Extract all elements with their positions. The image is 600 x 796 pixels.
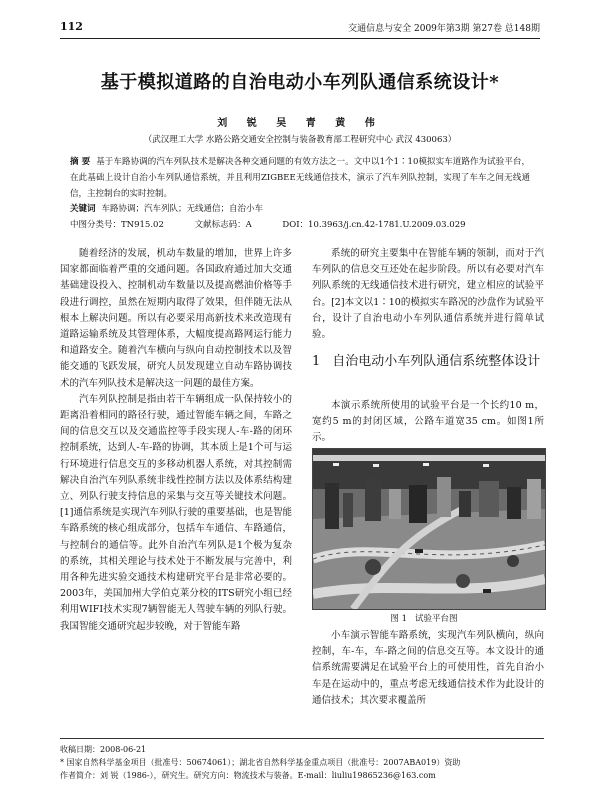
doi: DOI：10.3963/j.cn.42-1781.U.2009.03.029 — [282, 220, 466, 230]
body-paragraph: 汽车列队控制是指由若干车辆组成一队保持较小的距离沿着相同的路径行驶，通过智能车辆之间，车路之间的信息交互以及交通监控等手段实现人-车-路的闭环控制系统，达到人-车-路的协调，其本质上是1个可与运行环境进行信息交互的多移动机器人系统，对其控制需解决自治汽车列队系统非线性控制方法以及体系结构建立、列队行驶支持信息的采集与交互等关键技术问题。[1]通信系统是实现汽车列队行驶的重要基础，也是智能车路系统的核心组成部分，包括车车通信、车路通信，与控制台的通信等。此外自治汽车列队是1个极为复杂的系统，其相关理论与技术处于不断发展与完善中，利用各种先进实验交通技术构建研究平台是非常必要的。2003年，美国加州大学伯克莱分校的ITS研究小组已经利用WIFI技术实现7辆智能无人驾驶车辆的列队行驶。我国智能交通研究起步较晚，对于智能车路 — [60, 393, 292, 632]
doc-code: 文献标志码：A — [194, 220, 252, 230]
section-number: 1 — [312, 354, 321, 369]
figure-test-platform — [312, 448, 546, 610]
abstract — [70, 154, 530, 202]
section-title: 自治电动小车列队通信系统整体设计 — [332, 354, 541, 369]
abstract-text: 基于车路协调的汽车列队技术是解决各种交通问题的有效方法之一。文中以1个1∶10模拟实车道路作为试验平台，在此基础上设计自治小车列队通信系统，并且利用ZIGBEE无线通信技术，演示了汽车列队控制，实现了车车之间无线通信，主控制台的实时控制。 — [70, 157, 530, 199]
right-column-mid — [312, 398, 544, 447]
test-platform-photo — [313, 449, 545, 609]
body-paragraph: 本演示系统所使用的试验平台是一个长约10 m，宽约5 m的封闭区域，公路车道宽35 cm。如图1所示。 — [312, 400, 544, 444]
right-column-bottom — [312, 628, 544, 709]
received-date: 收稿日期：2008-06-21 — [60, 745, 147, 754]
funding-note: * 国家自然科学基金项目（批准号：50674061）；湖北省自然科学基金重点项目（批准号：2007ABA019）资助 — [60, 758, 461, 767]
paper-title: 基于模拟道路的自治电动小车列队通信系统设计* — [100, 72, 500, 93]
section-heading — [312, 352, 544, 372]
body-paragraph: 系统的研究主要集中在智能车辆的领制，而对于汽车列队的信息交互还处在起步阶段。所以有必要对汽车列队系统的无线通信技术进行研究，建立相应的试验平台。[2]本文以1∶10的模拟实车路况的沙盘作为试验平台，设计了自治电动小车列队通信系统并进行简单试验。 — [312, 248, 544, 341]
footnotes — [60, 738, 544, 782]
body-paragraph: 小车演示智能车路系统，实现汽车列队横向，纵向控制，车-车，车-路之间的信息交互等。本文设计的通信系统需要满足在试验平台上的可使用性，首先自治小车是在运动中的，重点考虑无线通信技术作为此设计的通信技术；其次要求覆盖所 — [312, 630, 544, 706]
authors: 刘 锐 吴 青 黄 伟 — [217, 118, 383, 129]
journal-info: 交通信息与安全 2009年第3期 第27卷 总148期 — [348, 24, 540, 34]
figure-caption-text: 试验平台图 — [415, 614, 458, 624]
right-column-top — [312, 246, 544, 343]
abstract-label: 摘 要 — [70, 157, 91, 167]
classification — [70, 218, 530, 230]
page-header — [60, 18, 540, 39]
keywords — [70, 202, 530, 214]
clc-number: 中图分类号：TN915.02 — [70, 220, 164, 230]
left-column — [60, 246, 292, 635]
keywords-text: 车路协调；汽车列队；无线通信；自治小车 — [101, 204, 264, 214]
keywords-label: 关键词 — [70, 204, 96, 214]
figure-caption — [312, 612, 544, 624]
affiliation: （武汉理工大学 水路公路交通安全控制与装备教育部工程研究中心 武汉 430063） — [143, 135, 457, 145]
body-paragraph: 随着经济的发展，机动车数量的增加，世界上许多国家都面临着严重的交通问题。各国政府通过加大交通基础建设投入、控制机动车数量以及提高燃油价格等手段进行调控，虽然在短期内取得了效果，但伴随无法从根本上解决问题。所以有必要采用高新技术来改造现有道路运输系统及其管理体系，大幅度提高路网运行能力和道路安全。随着汽车横向与纵向自动控制技术以及智能交通的飞跃发展，研究人员发现建立自动车路协调技术的汽车列队技术是解决这一问题的最佳方案。 — [60, 248, 292, 389]
author-bio: 作者简介：刘 锐（1986-），研究生。研究方向：物流技术与装备。E-mail：liuliu19865236@163.com — [60, 771, 436, 780]
figure-label: 图 1 — [390, 614, 408, 624]
page-number: 112 — [60, 20, 83, 33]
